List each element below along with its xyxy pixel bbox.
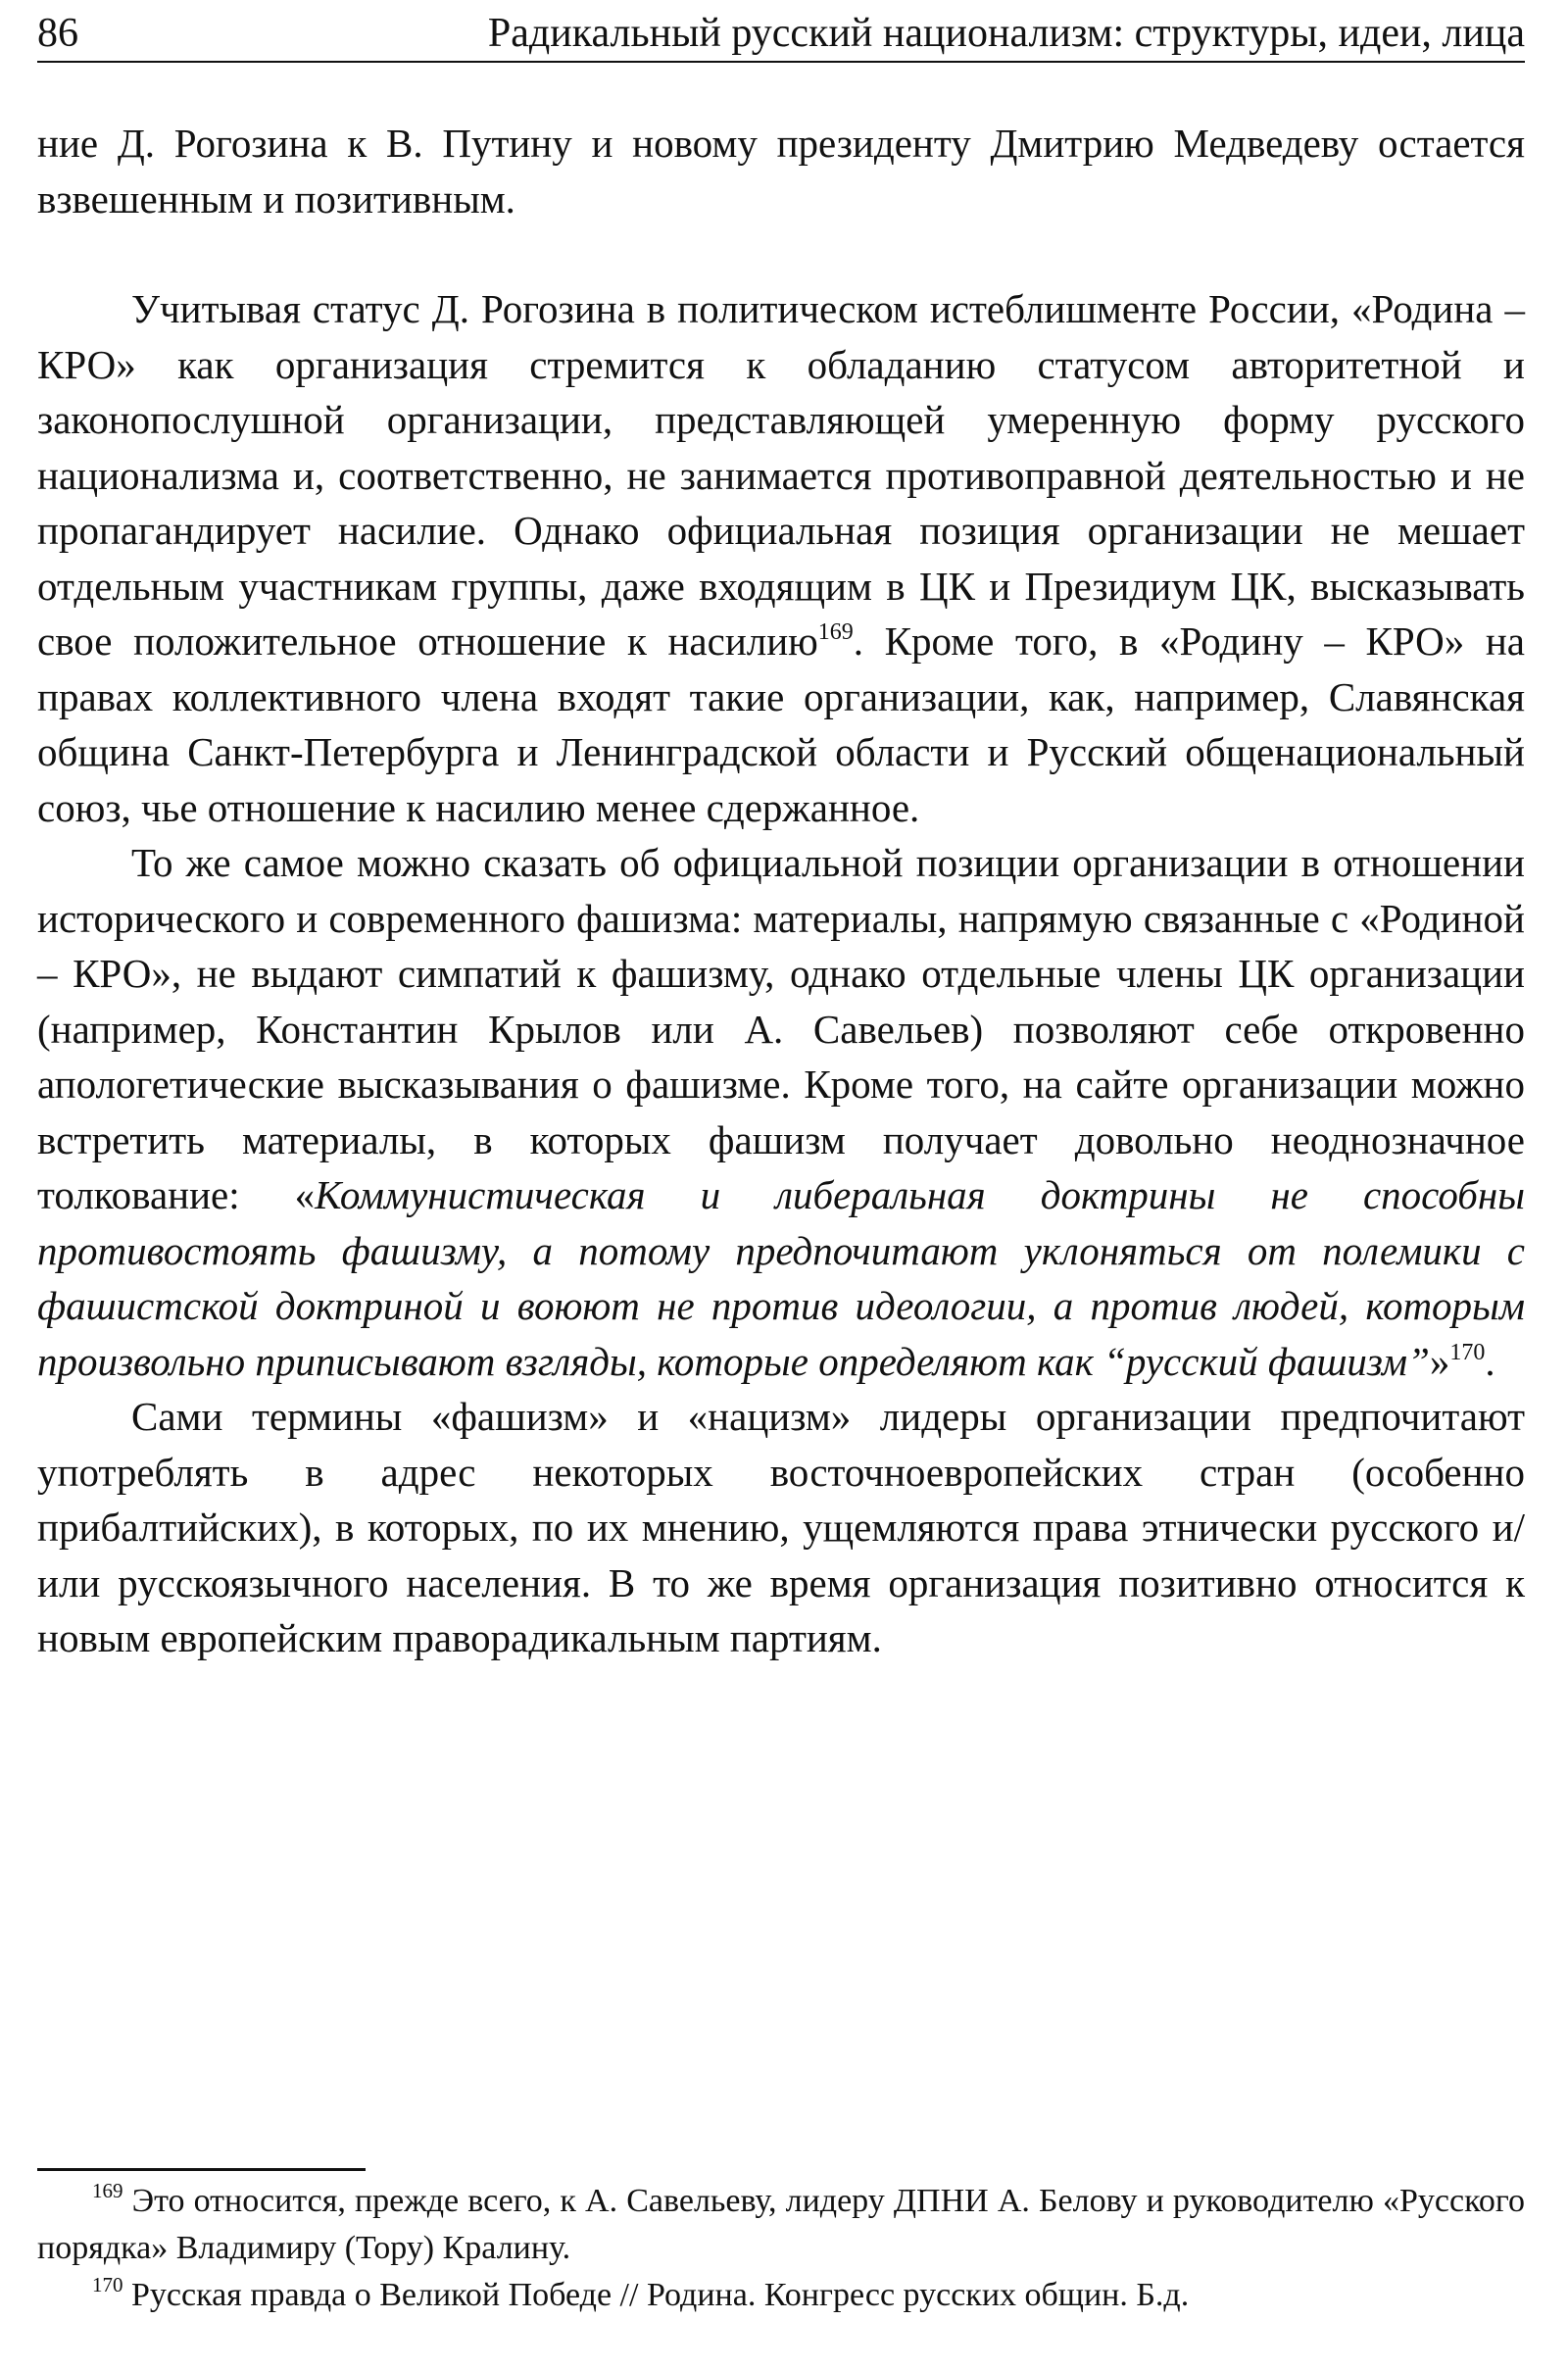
closing-quote-mark: » <box>1429 1338 1450 1384</box>
italic-quotation: Коммунистическая и либеральная доктрины не способны противостоять фашизму, а потому предпочитают уклоняться от полемики с фашистской доктриной и воюют не против идеологии, а против людей, которым произвольно приписывают взгляды, которые определяют как “русский фашизм” <box>37 1172 1526 1384</box>
paragraph-terms <box>37 1389 1525 1666</box>
paragraph-text: Сами термины «фашизм» и «нацизм» лидеры организации предпочитают употреблять в адрес некоторых восточноевропейских стран (особенно прибалтийских), в которых, по их мнению, ущемляются права этнически русского и/или русскоязычного населения. В то же время организация позитивно относится к новым европейским праворадикальным партиям. <box>37 1394 1525 1660</box>
running-header <box>37 6 1525 63</box>
paragraph-text: Учитывая статус Д. Рогозина в политическом истеблишменте России, «Родина – КРО» как организация стремится к обладанию статусом авторитетной и законопослушной организации, представляющей умеренную форму русского национализма и, соответственно, не занимается противоправной деятельностью и не пропагандирует насилие. Однако официальная позиция организации не мешает отдельным участникам группы, даже входящим в ЦК и Президиум ЦК, высказывать свое положительное отношение к насилию <box>37 286 1525 664</box>
footnote-169 <box>37 2178 1525 2272</box>
footnote-text: Это относится, прежде всего, к А. Савельеву, лидеру ДПНИ А. Белову и руководителю «Русского порядка» Владимиру (Тору) Кралину. <box>37 2183 1525 2266</box>
paragraph-text: ние Д. Рогозина к В. Путину и новому президенту Дмитрию Медведеву остается взвешенным и позитивным. <box>37 121 1525 222</box>
paragraph-continuation <box>37 116 1525 226</box>
paragraph-gap <box>37 226 1525 281</box>
footnotes <box>37 2178 1525 2319</box>
paragraph-rodina-status <box>37 281 1525 835</box>
footnote-170 <box>37 2272 1525 2319</box>
running-title: Радикальный русский национализм: структуры, идеи, лица <box>487 11 1525 56</box>
footnote-number: 169 <box>92 2179 123 2202</box>
sentence-end: . <box>1485 1338 1495 1384</box>
footnote-number: 170 <box>92 2273 123 2296</box>
main-text <box>37 116 1525 1666</box>
footnote-separator <box>37 2168 366 2171</box>
paragraph-fascism-position <box>37 835 1525 1389</box>
footnote-text: Русская правда о Великой Победе // Родина. Конгресс русских общин. Б.д. <box>122 2277 1190 2313</box>
footnote-ref-170[interactable]: 170 <box>1449 1339 1486 1365</box>
page-number: 86 <box>37 11 78 56</box>
paragraph-text: То же самое можно сказать об официальной позиции организации в отношении исторического и современного фашизма: материалы, напрямую связанные с «Родиной – КРО», не выдают симпатий к фашизму, однако отдельные члены ЦК организации (например, Константин Крылов или А. Савельев) позволяют себе откровенно апологетические высказывания о фашизме. Кроме того, на сайте организации можно встретить материалы, в которых фашизм получает довольно неоднозначное толкование: « <box>37 840 1525 1217</box>
footnote-ref-169[interactable]: 169 <box>817 619 854 645</box>
paragraph-text: . Кроме того, в «Родину – КРО» на правах коллективного члена входят такие организации, как, например, Славянская община Санкт-Петербурга и Ленинградской области и Русский общенациональный союз, чье отношение к насилию менее сдержанное. <box>37 618 1525 830</box>
